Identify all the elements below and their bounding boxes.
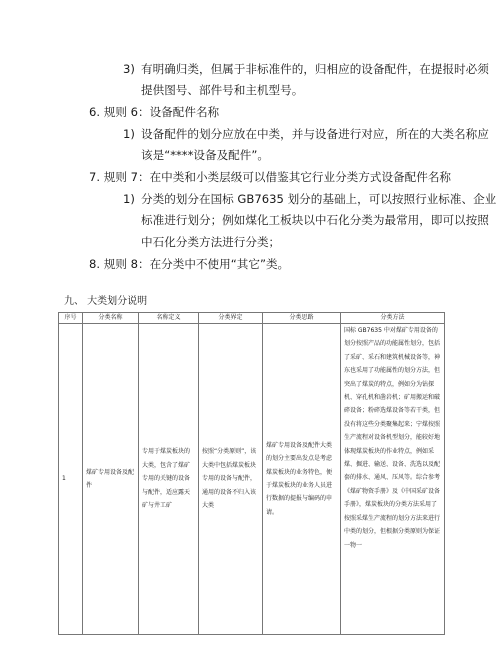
rule8-heading: 8. 规则 8：在分类中不使用“其它”类。 — [89, 257, 290, 271]
rule7-item1-line-3: 中石化分类方法进行分类； — [141, 235, 281, 249]
item3-line-1: 有明确归类，但属于非标准件的，归相应的设备配件，在提报时必须 — [141, 62, 489, 76]
rule6-heading: 6. 规则 6：设备配件名称 — [89, 105, 220, 119]
header-seq: 序号 — [59, 313, 83, 324]
cell-seq-text: 1 — [62, 475, 66, 483]
item3-number: 3) — [123, 62, 135, 76]
cell-boundary — [199, 324, 263, 635]
cell-approach — [263, 324, 341, 635]
category-table — [58, 312, 445, 635]
rule6-item1-line-2: 该是“****设备及配件”。 — [141, 148, 269, 162]
header-approach: 分类思路 — [263, 313, 341, 324]
table-header-row — [59, 313, 445, 324]
cell-method-text: 国标 GB7635 中对煤矿专用设备的划分按照产品的功能属性划分，包括了采矿、采石和建筑机械设备等，神东也采用了功能属性的划分方法，但突出了煤炭的特点，例如分为钻探机、穿孔机和凿岩机；矿用搬运和破碎设备；粉碎选煤设备等若干类，但没有将这些分类聚集起来；宁煤按照生产流程对设备机型划分，能较好地体现煤炭板块的作业特点，例如采煤、掘进、输送、设备、洗选以及配套的排水、通风、压风等。综合参考《煤矿物资手册》及《中国采矿设备手册》，煤炭板块的分类方法采用了按照采煤生产流程的划分方法来进行中类的划分，但根据分类原则为保证一物一 — [344, 327, 441, 549]
rule6-item1-line-1: 设备配件的划分应放在中类，并与设备进行对应，所在的大类名称应 — [141, 127, 489, 141]
cell-name — [83, 324, 139, 635]
cell-method — [341, 324, 445, 635]
rule7-item1-line-2: 标准进行划分；例如煤化工板块以中石化分类为最常用，即可以按照 — [141, 213, 489, 227]
header-definition: 名称定义 — [139, 313, 199, 324]
cell-seq — [59, 324, 83, 635]
rule6-item1-number: 1) — [123, 127, 135, 141]
cell-boundary-text: 按照“分类原则”，该大类中包括煤炭板块专用的设备与配件，通用的设备不归入该大类 — [202, 448, 257, 510]
rule7-item1-number: 1) — [123, 192, 135, 206]
header-name: 分类名称 — [83, 313, 139, 324]
cell-definition-text: 专用于煤炭板块的大类，包含了煤矿专用的关键的设备与配件，适应露天矿与井工矿 — [142, 448, 191, 510]
header-boundary: 分类界定 — [199, 313, 263, 324]
table-row — [59, 324, 445, 635]
cell-definition — [139, 324, 199, 635]
cell-approach-text: 煤矿专用设备及配件大类的划分主要出发点是考虑煤炭板块的业务特色，便于煤炭板块的业务人员进行数据的提报与编码的申请。 — [266, 441, 333, 516]
cell-name-text: 煤矿专用设备及配件 — [86, 468, 135, 489]
rule7-heading: 7. 规则 7：在中类和小类层级可以借鉴其它行业分类方式设备配件名称 — [89, 170, 452, 184]
header-method: 分类方法 — [341, 313, 445, 324]
section-title: 九、 大类划分说明 — [64, 296, 148, 307]
rule7-item1-line-1: 分类的划分在国标 GB7635 划分的基础上，可以按照行业标准、企业 — [141, 192, 497, 206]
item3-line-2: 提供图号、部件号和主机型号。 — [141, 83, 304, 97]
